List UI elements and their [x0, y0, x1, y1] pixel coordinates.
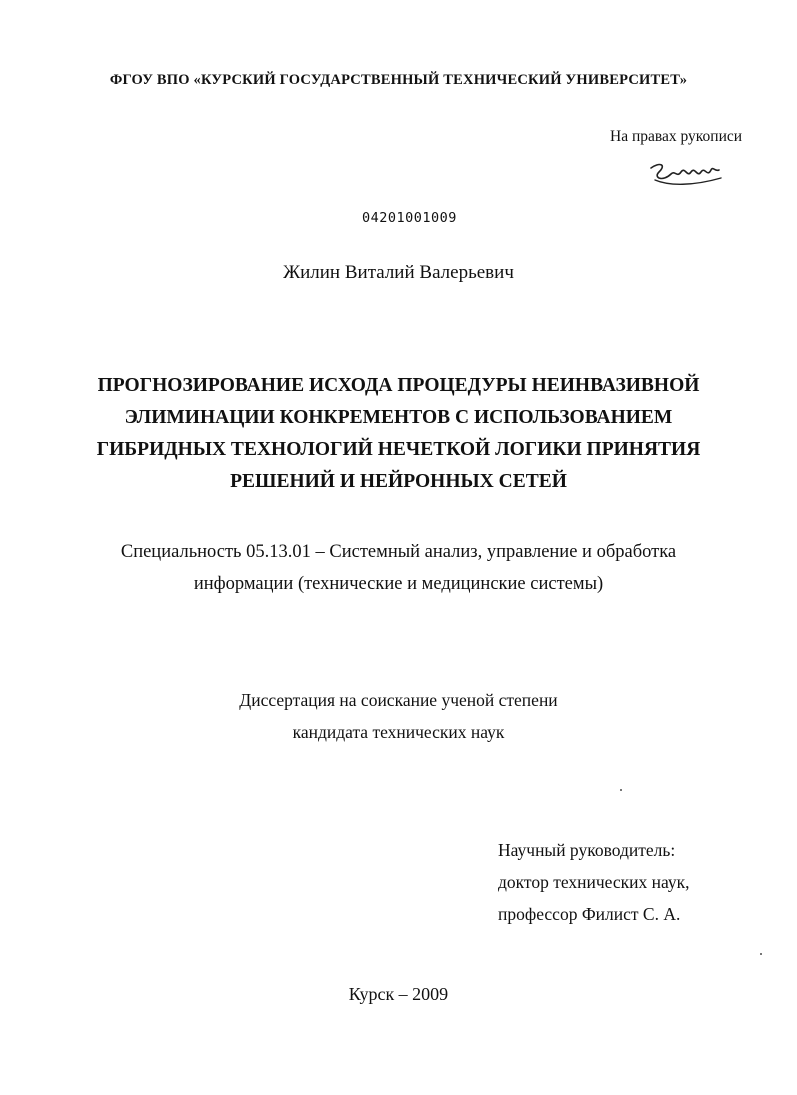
degree-line: кандидата технических наук	[292, 722, 505, 742]
author-name: Жилин Виталий Валерьевич	[283, 262, 514, 283]
title-line: ГИБРИДНЫХ ТЕХНОЛОГИЙ НЕЧЕТКОЙ ЛОГИКИ ПРИНЯТИЯ	[96, 439, 701, 460]
title-line: РЕШЕНИЙ И НЕЙРОННЫХ СЕТЕЙ	[230, 471, 567, 492]
specialty-line: Специальность 05.13.01 – Системный анализ, управление и обработка	[120, 542, 677, 562]
dissertation-title	[0, 370, 797, 498]
institution-name: ФГОУ ВПО «КУРСКИЙ ГОСУДАРСТВЕННЫЙ ТЕХНИЧЕСКИЙ УНИВЕРСИТЕТ»	[109, 72, 688, 88]
signature-icon	[645, 156, 725, 196]
title-line: ПРОГНОЗИРОВАНИЕ ИСХОДА ПРОЦЕДУРЫ НЕИНВАЗИВНОЙ	[97, 375, 700, 396]
scan-speck	[760, 953, 762, 955]
degree-line: Диссертация на соискание ученой степени	[239, 690, 558, 710]
supervisor-line: профессор Филист С. А.	[498, 904, 681, 924]
rights-note: На правах рукописи	[610, 128, 743, 145]
document-number: 04201001009	[362, 210, 457, 226]
scan-speck	[620, 789, 622, 791]
title-line: ЭЛИМИНАЦИИ КОНКРЕМЕНТОВ С ИСПОЛЬЗОВАНИЕМ	[124, 407, 673, 428]
supervisor-line: доктор технических наук,	[498, 872, 690, 892]
specialty	[0, 536, 797, 600]
supervisor-line: Научный руководитель:	[498, 840, 676, 860]
dissertation-degree	[0, 684, 797, 748]
supervisor-block	[498, 834, 690, 930]
specialty-line: информации (технические и медицинские системы)	[193, 574, 604, 594]
city-year: Курск – 2009	[348, 984, 449, 1004]
